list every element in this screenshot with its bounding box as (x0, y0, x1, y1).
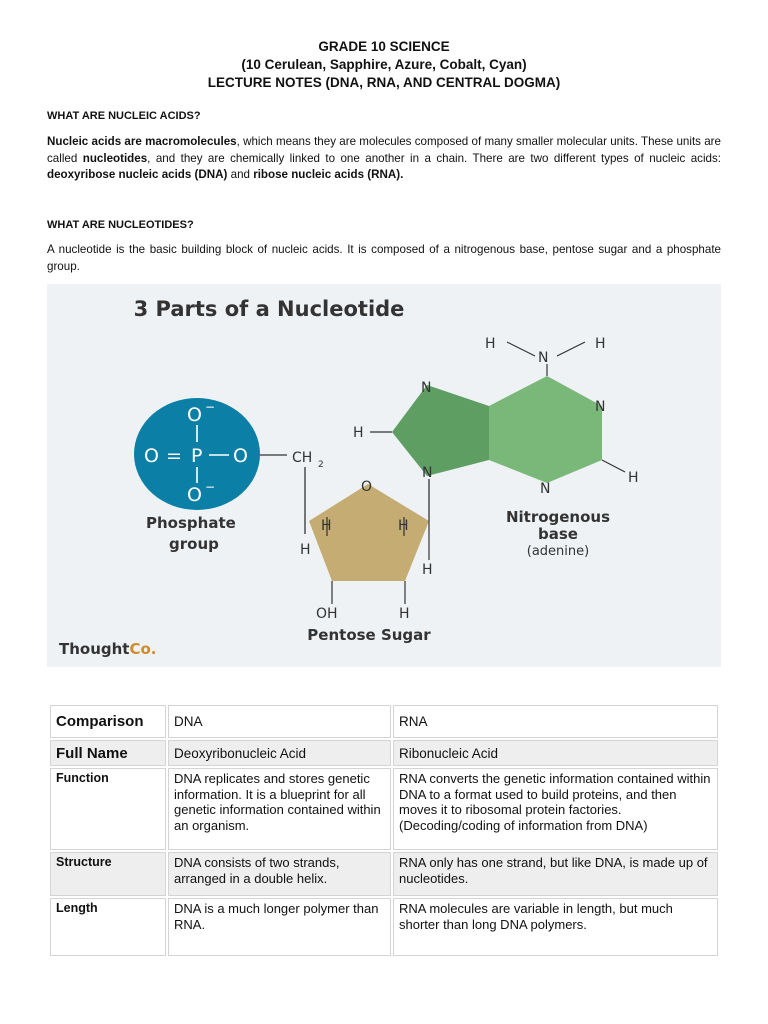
header-line-2: (10 Cerulean, Sapphire, Azure, Cobalt, Cyan) (241, 57, 527, 72)
rna-cell: Ribonucleic Acid (393, 740, 718, 766)
table-row (50, 852, 718, 896)
header-rna: RNA (393, 705, 718, 738)
credit-part-1: Thought (59, 640, 130, 658)
rna-cell: RNA molecules are variable in length, but much shorter than long DNA polymers. (393, 898, 718, 956)
header-dna: DNA (168, 705, 391, 738)
header-comparison: Comparison (50, 705, 166, 738)
section-heading-nucleic-acids: WHAT ARE NUCLEIC ACIDS? (47, 110, 201, 122)
atom-h-2: H (398, 518, 409, 534)
atom-h-amine-left: H (485, 336, 496, 352)
atom-n-amine: N (538, 350, 549, 366)
base-label-1: Nitrogenous (505, 508, 611, 526)
comparison-table (48, 703, 720, 958)
row-label: Full Name (50, 740, 166, 766)
paragraph-nucleic-acids (47, 134, 721, 184)
text-1: , which means they are molecules composed of many smaller molecular units. These units are called (47, 135, 721, 165)
page-header (0, 38, 768, 92)
atom-n-4: N (540, 481, 551, 497)
nucleotide-diagram (47, 284, 721, 667)
base-hexagon (489, 376, 602, 483)
rna-cell: RNA converts the genetic information contained within DNA to a format used to build proteins, and then moves it to ribosomal protein factories. (Decoding/coding of information from DNA) (393, 768, 718, 850)
atom-n-3: N (422, 465, 433, 481)
table-row (50, 768, 718, 850)
atom-h-4: H (422, 562, 433, 578)
dna-cell: DNA consists of two strands, arranged in a double helix. (168, 852, 391, 896)
atom-h-7: H (628, 470, 639, 486)
atom-o-top: O (187, 404, 202, 426)
credit-logo (59, 640, 157, 658)
dna-cell: DNA replicates and stores genetic information. It is a blueprint for all genetic information contained within an organism. (168, 768, 391, 850)
atom-o-right: O (233, 445, 248, 467)
charge-bottom: − (205, 480, 216, 494)
row-label: Function (50, 768, 166, 850)
base-label-2: base (538, 525, 578, 543)
bold-nucleotides: nucleotides (82, 151, 148, 165)
atom-n-1: N (421, 380, 432, 396)
atom-h-6: H (353, 425, 364, 441)
text-2: , and they are chemically linked to one another in a chain. There are two different types of nucleic acids: (147, 151, 722, 165)
dna-cell: DNA is a much longer polymer than RNA. (168, 898, 391, 956)
section-heading-nucleotides: WHAT ARE NUCLEOTIDES? (47, 219, 194, 231)
double-bond: = (166, 445, 182, 467)
paragraph-nucleotides: A nucleotide is the basic building block of nucleic acids. It is composed of a nitrogenous base, pentose sugar and a phosphate group. (47, 243, 721, 273)
atom-oh: OH (316, 606, 338, 622)
text-3: and (227, 168, 254, 181)
atom-h-1: H (321, 518, 332, 534)
table-row (50, 740, 718, 766)
sugar-label: Pentose Sugar (307, 626, 431, 644)
header-line-1: GRADE 10 SCIENCE (318, 39, 450, 54)
header-line-3: LECTURE NOTES (DNA, RNA, AND CENTRAL DOGMA) (207, 75, 561, 90)
rna-cell: RNA only has one strand, but like DNA, is made up of nucleotides. (393, 852, 718, 896)
charge-top: − (205, 400, 216, 414)
table-row (50, 898, 718, 956)
base-pentagon (392, 385, 489, 476)
row-label: Structure (50, 852, 166, 896)
atom-o-left: O (144, 445, 159, 467)
atom-ch: CH (292, 450, 313, 466)
atom-h-5: H (399, 606, 410, 622)
table-header-row (50, 705, 718, 738)
atom-o-bottom: O (187, 484, 202, 506)
atom-n-2: N (595, 399, 606, 415)
dna-cell: Deoxyribonucleic Acid (168, 740, 391, 766)
credit-part-2: Co. (129, 640, 157, 658)
bold-dna: deoxyribose nucleic acids (DNA) (47, 168, 228, 181)
atom-ring-o: O (361, 479, 373, 495)
atom-ch-sub: 2 (318, 460, 324, 470)
phosphate-label-2: group (169, 535, 219, 553)
atom-h-amine-right: H (595, 336, 606, 352)
phosphate-label-1: Phosphate (146, 514, 236, 532)
nucleotide-figure (47, 284, 721, 667)
figure-title: 3 Parts of a Nucleotide (133, 297, 405, 321)
base-sublabel: (adenine) (526, 544, 590, 559)
atom-h-3: H (300, 542, 311, 558)
row-label: Length (50, 898, 166, 956)
bold-rna: ribose nucleic acids (RNA). (253, 168, 404, 181)
atom-p: P (191, 445, 203, 467)
bold-macromolecules: Nucleic acids are macromolecules (47, 135, 237, 148)
